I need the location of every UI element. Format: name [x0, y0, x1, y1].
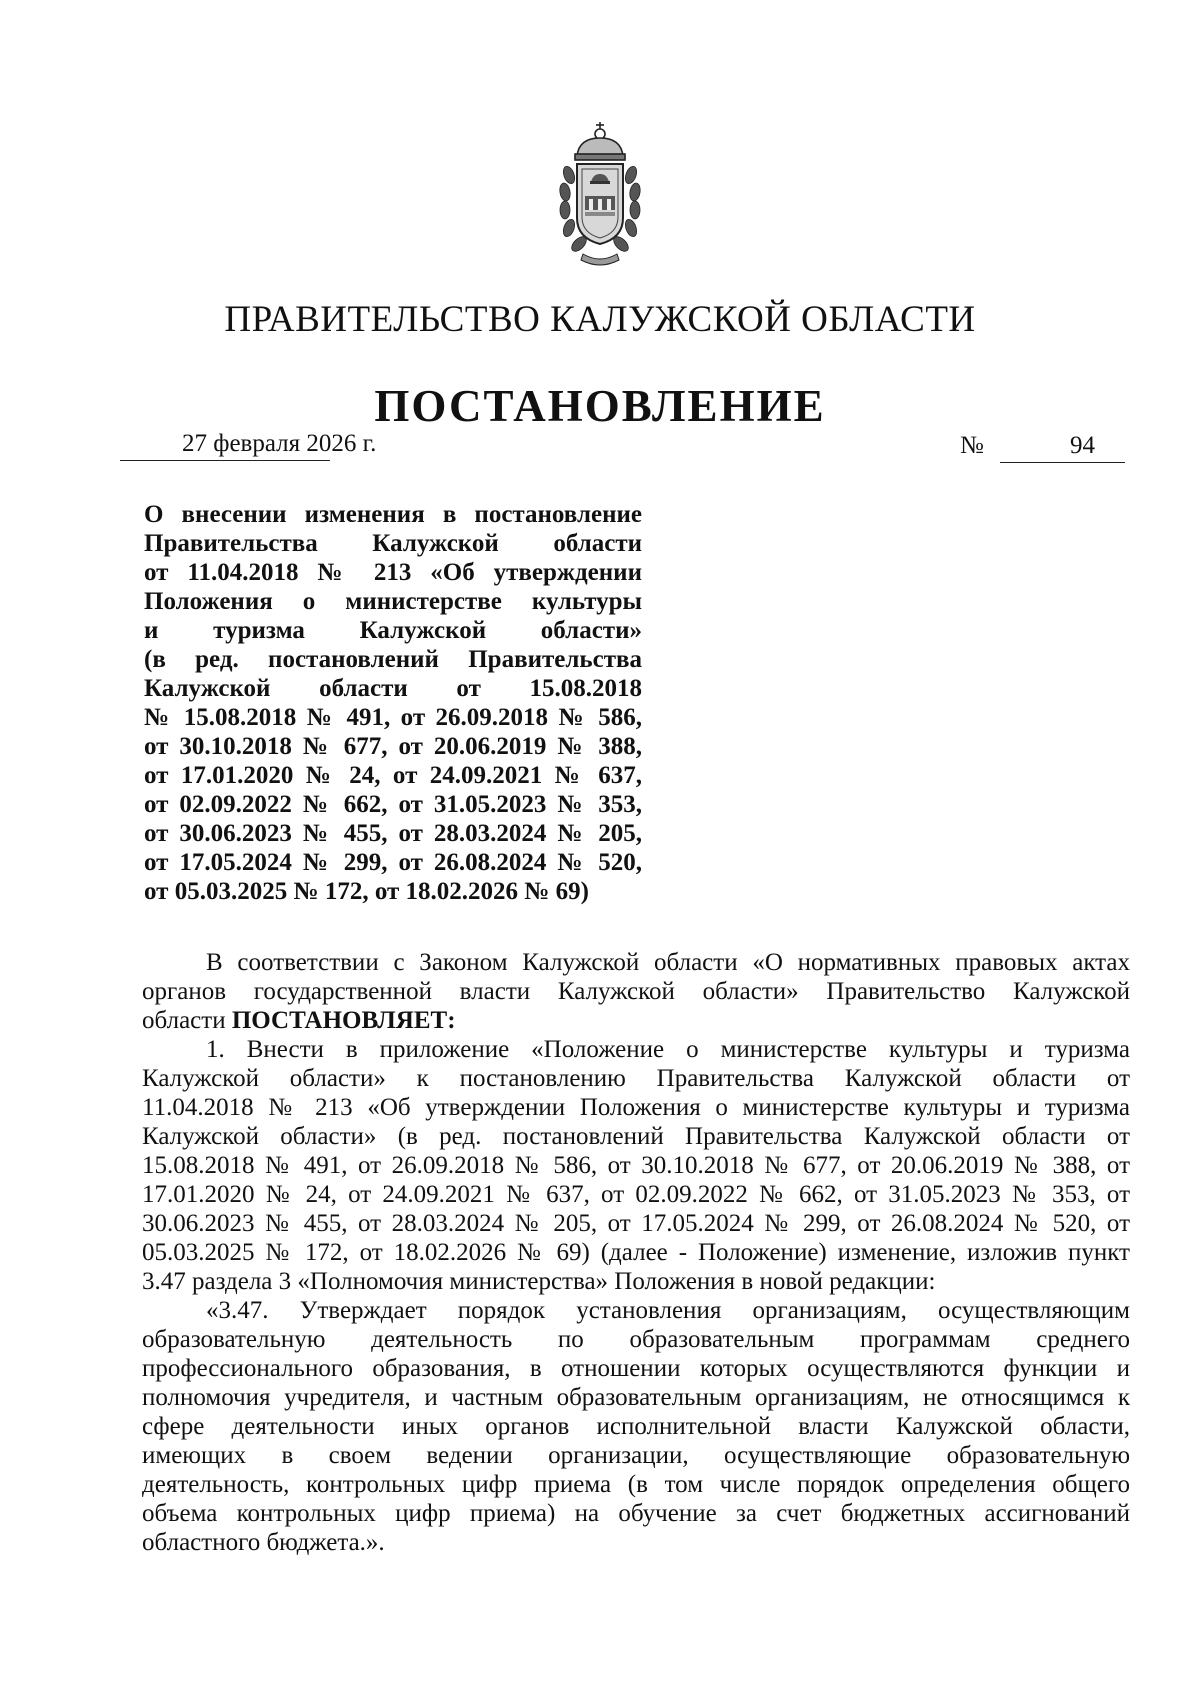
item347-line: «3.47. Утверждает порядок установления организациям, осуществляющим: [206, 1297, 1130, 1324]
subject-block: [144, 500, 642, 906]
item347-line: объема контрольных цифр приема) на обучение за счет бюджетных ассигнований: [142, 1500, 1130, 1527]
subject-line: (в ред. постановлений Правительства: [144, 646, 642, 673]
subject-line: от 30.06.2023 № 455, от 28.03.2024 № 205,: [144, 820, 642, 847]
subject-line: от 02.09.2022 № 662, от 31.05.2023 № 353,: [144, 791, 642, 818]
subject-line: от 11.04.2018 № 213 «Об утверждении: [144, 559, 642, 586]
subject-line: от 17.01.2020 № 24, от 24.09.2021 № 637,: [144, 762, 642, 789]
item347-line: профессионального образования, в отношении которых осуществляются функции и: [142, 1355, 1130, 1382]
document-number: 94: [1070, 432, 1095, 459]
item1-line: 05.03.2025 № 172, от 18.02.2026 № 69) (далее - Положение) изменение, изложив пункт: [142, 1239, 1130, 1266]
decree-word: ПОСТАНОВЛЯЕТ:: [231, 1007, 456, 1034]
subject-line: Калужской области от 15.08.2018: [144, 675, 642, 702]
preamble-line: органов государственной власти Калужской области» Правительство Калужской: [142, 978, 1130, 1005]
number-sign: №: [960, 432, 984, 459]
government-title: ПРАВИТЕЛЬСТВО КАЛУЖСКОЙ ОБЛАСТИ: [224, 299, 976, 340]
item347-line: имеющих в своем ведении организации, осуществляющие образовательную: [142, 1442, 1130, 1469]
item347-line: деятельность, контрольных цифр приема (в том числе порядок определения общего: [142, 1471, 1130, 1498]
document-type: ПОСТАНОВЛЕНИЕ: [374, 381, 826, 431]
subject-line: от 05.03.2025 № 172, от 18.02.2026 № 69): [144, 878, 589, 905]
body-text: [142, 948, 1130, 1557]
item1-line: 1. Внести в приложение «Положение о министерстве культуры и туризма: [206, 1036, 1130, 1063]
item347-line: областного бюджета.».: [142, 1529, 385, 1556]
item1-line: 3.47 раздела 3 «Полномочия министерства» Положения в новой редакции:: [142, 1268, 936, 1295]
preamble-prefix: области: [142, 1007, 232, 1034]
item347-line: сфере деятельности иных органов исполнительной власти Калужской области,: [142, 1413, 1130, 1440]
subject-line: Положения о министерстве культуры: [144, 588, 642, 615]
subject-line: № 15.08.2018 № 491, от 26.09.2018 № 586,: [144, 704, 642, 731]
item1-line: 15.08.2018 № 491, от 26.09.2018 № 586, от 30.10.2018 № 677, от 20.06.2019 № 388, от: [142, 1152, 1130, 1179]
subject-line: от 17.05.2024 № 299, от 26.08.2024 № 520,: [144, 849, 642, 876]
coat-of-arms-icon: [545, 120, 655, 270]
item1-line: Калужской области» к постановлению Правительства Калужской области от: [142, 1065, 1130, 1092]
item1-line: 11.04.2018 № 213 «Об утверждении Положения о министерстве культуры и туризма: [142, 1094, 1130, 1121]
subject-line: О внесении изменения в постановление: [144, 501, 642, 528]
preamble-line: В соответствии с Законом Калужской области «О нормативных правовых актах: [206, 949, 1130, 976]
document-date: 27 февраля 2026 г.: [182, 430, 377, 457]
preamble-line: [142, 1006, 1130, 1035]
item1-line: Калужской области» (в ред. постановлений Правительства Калужской области от: [142, 1123, 1130, 1150]
subject-line: и туризма Калужской области»: [144, 617, 642, 644]
subject-line: Правительства Калужской области: [144, 530, 642, 557]
subject-line: от 30.10.2018 № 677, от 20.06.2019 № 388,: [144, 733, 642, 760]
item347-line: образовательную деятельность по образовательным программам среднего: [142, 1326, 1130, 1353]
item1-line: 17.01.2020 № 24, от 24.09.2021 № 637, от 02.09.2022 № 662, от 31.05.2023 № 353, от: [142, 1181, 1130, 1208]
number-underline: [1000, 432, 1125, 463]
item347-line: полномочия учредителя, и частным образовательным организациям, не относящимся к: [142, 1384, 1130, 1411]
item1-line: 30.06.2023 № 455, от 28.03.2024 № 205, от 17.05.2024 № 299, от 26.08.2024 № 520, от: [142, 1210, 1130, 1237]
